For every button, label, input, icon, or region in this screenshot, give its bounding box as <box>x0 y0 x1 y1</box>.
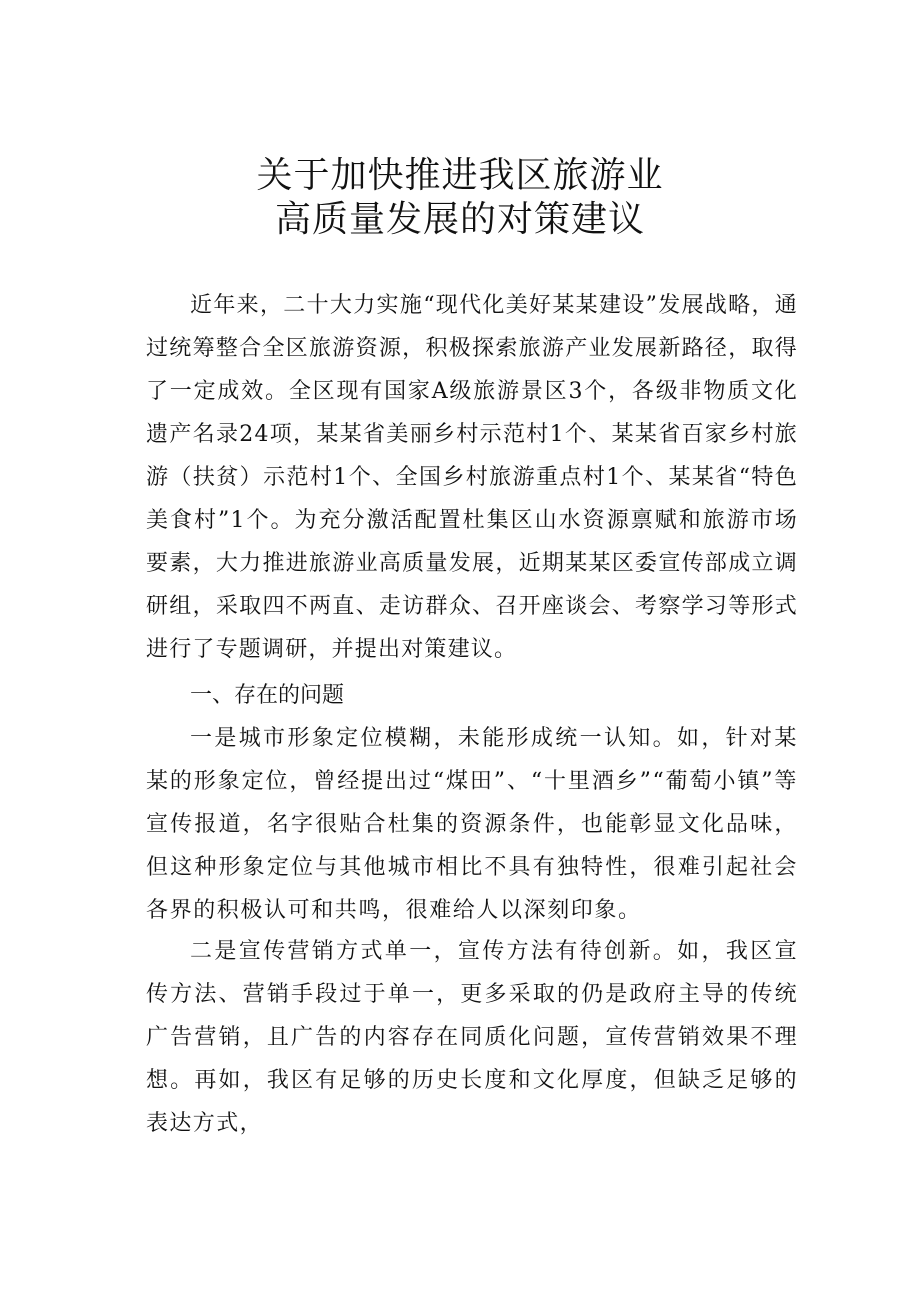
intro-paragraph: 近年来，二十大力实施“现代化美好某某建设”发展战略，通过统筹整合全区旅游资源，积极探索旅游产业发展新路径，取得了一定成效。全区现有国家A级旅游景区3个，各级非物质文化遗产名录24项，某某省美丽乡村示范村1个、某某省百家乡村旅游（扶贫）示范村1个、全国乡村旅游重点村1个、某某省“特色美食村”1个。为充分激活配置杜集区山水资源禀赋和旅游市场要素，大力推进旅游业高质量发展，近期某某区委宣传部成立调研组，采取四不两直、走访群众、召开座谈会、考察学习等形式进行了专题调研，并提出对策建议。 <box>146 293 798 662</box>
section-heading: 一、存在的问题 <box>190 683 345 708</box>
document-title-line-1: 关于加快推进我区旅游业 <box>256 155 664 196</box>
document-title-line-2: 高质量发展的对策建议 <box>274 199 645 240</box>
problem-paragraph-1: 一是城市形象定位模糊，未能形成统一认知。如，针对某某的形象定位，曾经提出过“煤田”、“十里酒乡”“葡萄小镇”等宣传报道，名字很贴合杜集的资源条件，也能彰显文化品味，但这种形象定位与其他城市相比不具有独特性，很难引起社会各界的积极认可和共鸣，很难给人以深刻印象。 <box>146 726 798 923</box>
problem-paragraph-2: 二是宣传营销方式单一，宣传方法有待创新。如，我区宣传方法、营销手段过于单一，更多采取的仍是政府主导的传统广告营销，且广告的内容存在同质化问题，宣传营销效果不理想。再如，我区有足够的历史长度和文化厚度，但缺乏足够的表达方式， <box>146 939 798 1136</box>
